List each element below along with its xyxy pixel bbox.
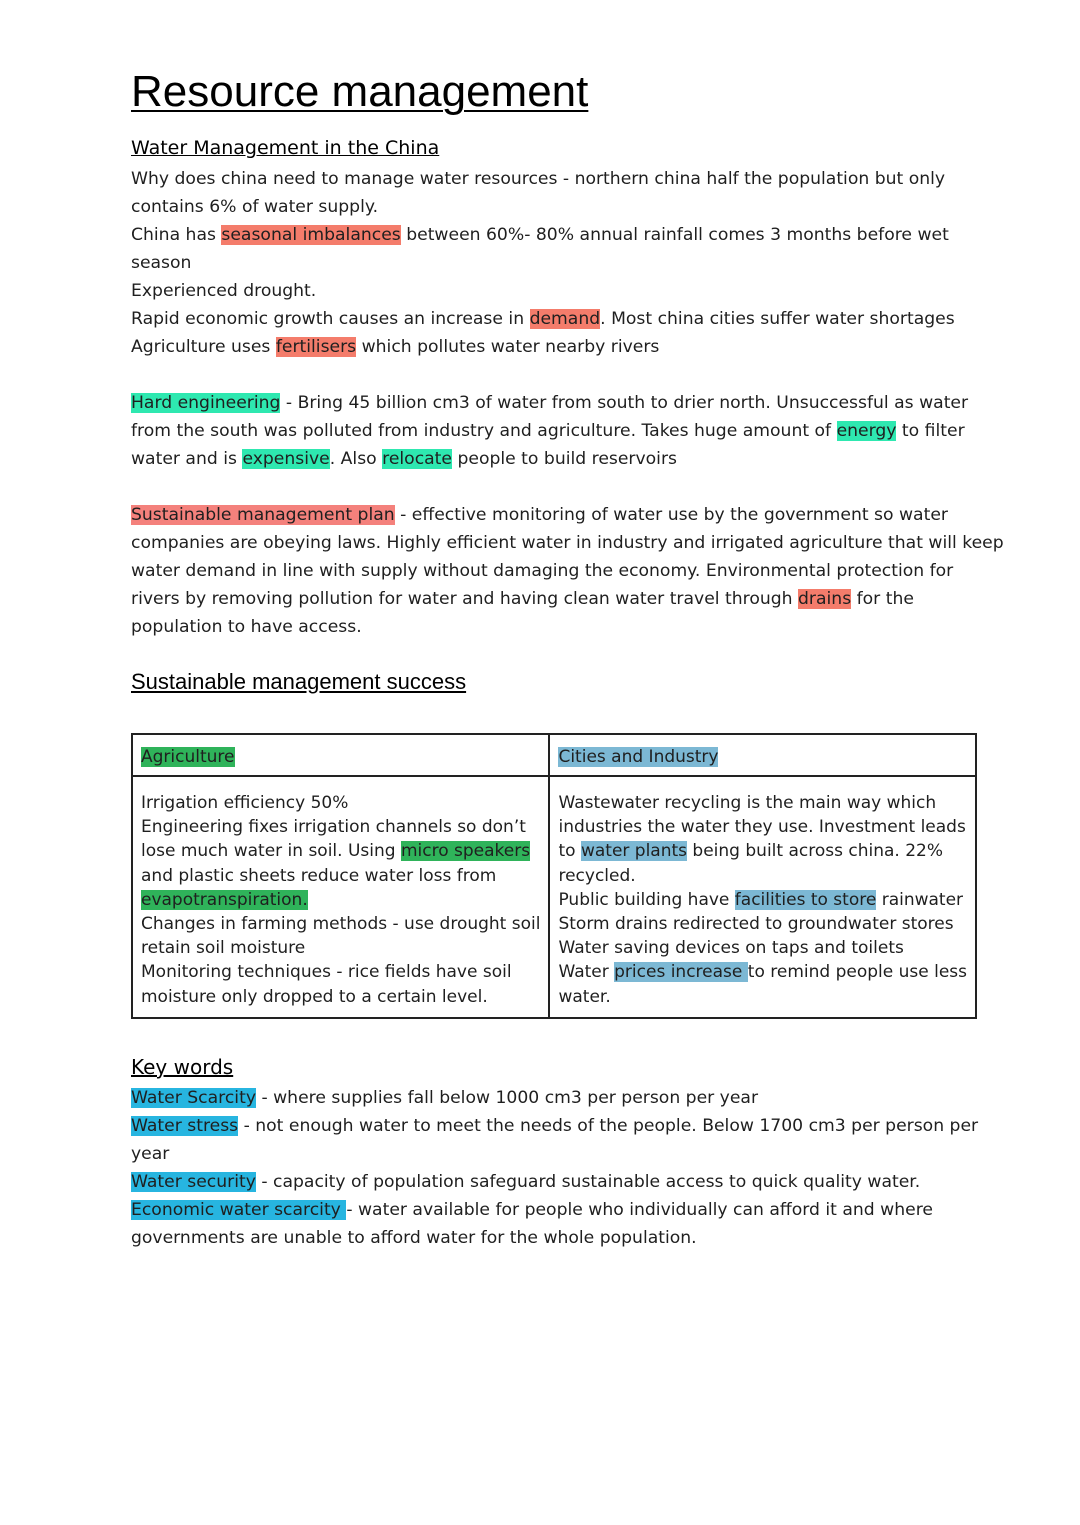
highlight-micro-speakers: micro speakers — [400, 841, 531, 862]
hard-engineering-term: Hard engineering — [131, 393, 281, 413]
water-management-text — [131, 165, 955, 361]
cell-line — [558, 888, 967, 912]
text-run: Water — [558, 962, 615, 983]
text-line — [131, 305, 955, 333]
cell-line — [141, 839, 540, 863]
text-run: which pollutes water nearby rivers — [356, 337, 660, 357]
highlight-facilities-to-store: facilities to store — [734, 889, 877, 910]
text-run: water and is — [131, 449, 243, 469]
water-security-definition: - capacity of population safeguard sustainable access to quick quality water. — [255, 1172, 921, 1192]
cell-line: Water saving devices on taps and toilets — [558, 938, 904, 959]
cell-line: moisture only dropped to a certain level. — [141, 986, 488, 1007]
text-line: contains 6% of water supply. — [131, 197, 379, 217]
cell-line — [558, 839, 967, 863]
text-run: lose much water in soil. Using — [141, 841, 401, 862]
key-words-heading: Key words — [131, 1055, 234, 1079]
success-table — [131, 733, 977, 1019]
text-line: water demand in line with supply without damaging the economy. Environmental protection for — [131, 561, 954, 581]
text-run: rainwater — [876, 889, 964, 910]
water-stress-definition: - not enough water to meet the needs of the people. Below 1700 cm3 per person per — [238, 1116, 979, 1136]
table-header-row — [132, 734, 976, 776]
text-run: . Most china cities suffer water shortages — [600, 309, 955, 329]
text-run: for the — [851, 589, 914, 609]
highlight-prices-increase: prices increase — [614, 962, 748, 983]
highlight-evapotranspiration: evapotranspiration. — [141, 889, 308, 910]
cell-line: Changes in farming methods - use drought soil — [141, 913, 541, 934]
text-line: companies are obeying laws. Highly efficient water in industry and irrigated agriculture that will keep — [131, 533, 1004, 553]
page-title: Resource management — [131, 67, 589, 116]
text-run: people to build reservoirs — [452, 449, 677, 469]
text-run: . Also — [329, 449, 383, 469]
text-run: being built across china. 22% — [687, 841, 943, 862]
text-line: Experienced drought. — [131, 281, 317, 301]
text-run: rivers by removing pollution for water and having clean water travel through — [131, 589, 799, 609]
text-run: China has — [131, 225, 222, 245]
key-word-item — [131, 1168, 949, 1196]
cell-line: Irrigation efficiency 50% — [141, 793, 349, 813]
cell-line — [141, 888, 540, 912]
water-scarcity-definition: - where supplies fall below 1000 cm3 per person per year — [256, 1088, 759, 1108]
text-line — [131, 417, 965, 445]
table-row — [132, 776, 976, 1018]
agriculture-cell — [132, 776, 549, 1018]
economic-water-scarcity-term: Economic water scarcity — [131, 1200, 347, 1220]
economic-water-scarcity-definition: - water available for people who individually can afford it and where — [346, 1200, 933, 1220]
sustainable-plan-term: Sustainable management plan — [131, 505, 395, 525]
cell-line: Monitoring techniques - rice fields have soil — [141, 962, 512, 983]
text-line — [131, 221, 949, 249]
highlight-expensive: expensive — [242, 449, 330, 469]
highlight-fertilisers: fertilisers — [275, 337, 357, 357]
cities-header-cell — [549, 734, 976, 776]
highlight-water-plants: water plants — [580, 841, 688, 862]
text-run: - effective monitoring of water use by the government so water — [394, 505, 948, 525]
agriculture-header: Agriculture — [141, 747, 235, 767]
text-run: from the south was polluted from industry and agriculture. Takes huge amount of — [131, 421, 837, 441]
text-line: Why does china need to manage water resources - northern china half the population but only — [131, 169, 946, 189]
text-line — [131, 333, 949, 361]
cell-line: and plastic sheets reduce water loss from — [141, 865, 497, 886]
highlight-drains: drains — [798, 589, 852, 609]
text-line: governments are unable to afford water for the whole population. — [131, 1228, 697, 1248]
hard-engineering-text — [131, 389, 969, 473]
text-run: to filter — [896, 421, 965, 441]
cities-cell — [549, 776, 976, 1018]
cell-line: retain soil moisture — [141, 938, 306, 959]
text-run: between 60%- 80% annual rainfall comes 3 months before wet — [400, 225, 949, 245]
sustainable-plan-text — [131, 501, 1004, 641]
water-stress-term: Water stress — [131, 1116, 239, 1136]
text-line — [131, 445, 949, 473]
highlight-seasonal-imbalances: seasonal imbalances — [221, 225, 401, 245]
cell-line: water. — [558, 986, 611, 1007]
cell-line — [558, 960, 967, 984]
text-line: population to have access. — [131, 617, 362, 637]
text-line — [131, 585, 949, 613]
text-line: year — [131, 1144, 170, 1164]
text-run: - Bring 45 billion cm3 of water from south to drier north. Unsuccessful as water — [280, 393, 969, 413]
key-word-item — [131, 1112, 979, 1140]
cell-line: recycled. — [558, 865, 636, 886]
highlight-relocate: relocate — [382, 449, 452, 469]
agriculture-header-cell — [132, 734, 549, 776]
key-word-item — [131, 1196, 949, 1224]
text-run: Public building have — [558, 889, 735, 910]
text-line — [131, 501, 949, 529]
key-word-item — [131, 1084, 949, 1112]
text-run: Agriculture uses — [131, 337, 276, 357]
cell-line: industries the water they use. Investment leads — [558, 817, 966, 838]
cell-line: Engineering fixes irrigation channels so don’t — [141, 817, 526, 838]
highlight-demand: demand — [529, 309, 601, 329]
text-line: season — [131, 253, 192, 273]
key-words-list — [131, 1084, 979, 1252]
cities-header: Cities and Industry — [558, 747, 719, 767]
success-heading: Sustainable management success — [131, 669, 467, 694]
water-management-heading: Water Management in the China — [131, 137, 440, 159]
highlight-energy: energy — [836, 421, 897, 441]
cell-line: Storm drains redirected to groundwater stores — [558, 913, 954, 934]
text-line — [131, 389, 969, 417]
text-run: Rapid economic growth causes an increase in — [131, 309, 530, 329]
water-scarcity-term: Water Scarcity — [131, 1088, 256, 1108]
text-run: to remind people use less — [747, 962, 967, 983]
water-security-term: Water security — [131, 1172, 256, 1192]
text-run: to — [558, 841, 581, 862]
cell-line: Wastewater recycling is the main way which — [558, 793, 937, 813]
